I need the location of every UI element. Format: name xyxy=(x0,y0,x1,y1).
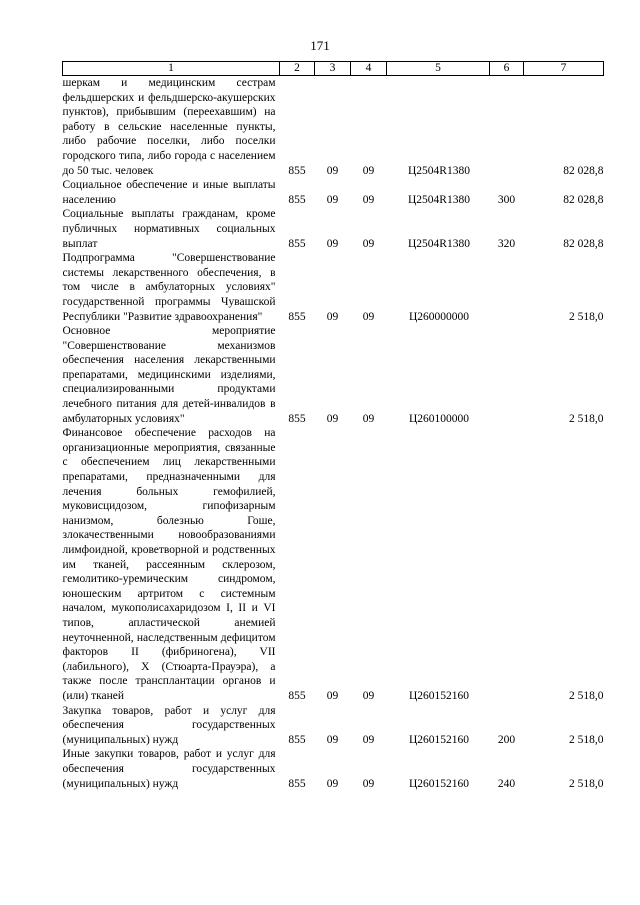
budget-table xyxy=(62,61,604,791)
row-name: Социальное обеспечение и иные выплаты населению xyxy=(62,179,276,206)
table-row xyxy=(63,76,604,179)
column-header-7: 7 xyxy=(524,62,604,76)
row-section: 09 xyxy=(326,237,339,250)
row-name: Социальные выплаты гражданам, кроме публичных нормативных социальных выплат xyxy=(62,208,276,250)
row-expense-type: 240 xyxy=(497,777,516,790)
row-ministry-code: 855 xyxy=(288,310,306,323)
column-header-3: 3 xyxy=(315,62,351,76)
row-subsection: 09 xyxy=(362,237,375,250)
row-target-article: Ц260152160 xyxy=(408,733,470,746)
row-amount: 82 028,8 xyxy=(563,164,604,177)
row-expense-type xyxy=(490,324,524,426)
row-subsection: 09 xyxy=(362,164,375,177)
column-header-2: 2 xyxy=(280,62,315,76)
row-section: 09 xyxy=(326,777,339,790)
row-section: 09 xyxy=(326,164,339,177)
row-ministry-code: 855 xyxy=(288,412,306,425)
row-name: Финансовое обеспечение расходов на организационные мероприятия, связанные с обеспечением лиц лекарственными препаратами, предназначенными для лечения больных гемофилией, муковисцидозом, гипофизарным нанизмом, болезнью Гоше, злокачественными новообразованиями лимфоидной, кроветворной и родственных им тканей, рассеянным склерозом, гемолитико-уремическим синдромом, юношеским артритом с системным началом, мукополисахаридозом I, II и VI типов, апластической анемией неуточненной, наследственным дефицитом факторов II (фибриногена), VII (лабильного), X (Стюарта-Прауэра), а также после трансплантации органов и (или) тканей xyxy=(62,427,276,702)
row-section: 09 xyxy=(326,733,339,746)
row-name: Подпрограмма "Совершенствование системы лекарственного обеспечения, в том числе в амбулаторных условиях" государственной программы Чувашской Республики "Развитие здравоохранения" xyxy=(62,252,276,323)
row-ministry-code: 855 xyxy=(288,690,306,703)
row-subsection: 09 xyxy=(362,193,375,206)
column-header-6: 6 xyxy=(490,62,524,76)
row-section: 09 xyxy=(326,310,339,323)
column-header-4: 4 xyxy=(351,62,387,76)
row-name: шеркам и медицинским сестрам фельдшерских и фельдшерско-акушерских пунктов), прибывшим (переехавшим) на работу в сельские населенные пункты, либо рабочие поселки, либо поселки городского типа, либо города с населением до 50 тыс. человек xyxy=(62,77,276,177)
column-header-1: 1 xyxy=(63,62,280,76)
row-expense-type: 300 xyxy=(497,193,516,206)
table-row xyxy=(63,324,604,426)
row-amount: 2 518,0 xyxy=(569,690,604,703)
row-name: Закупка товаров, работ и услуг для обеспечения государственных (муниципальных) нужд xyxy=(62,704,276,746)
table-row xyxy=(63,426,604,703)
row-target-article: Ц260152160 xyxy=(408,690,470,703)
row-amount: 82 028,8 xyxy=(563,237,604,250)
column-header-5: 5 xyxy=(387,62,490,76)
row-name: Основное мероприятие "Совершенствование механизмов обеспечения населения лекарственными препаратами, медицинскими изделиями, специализированными продуктами лечебного питания для детей-инвалидов в амбулаторных условиях" xyxy=(62,325,276,425)
row-expense-type: 200 xyxy=(497,733,516,746)
row-amount: 2 518,0 xyxy=(569,733,604,746)
row-ministry-code: 855 xyxy=(288,733,306,746)
row-amount: 2 518,0 xyxy=(569,310,604,323)
row-ministry-code: 855 xyxy=(288,193,306,206)
table-row xyxy=(63,178,604,207)
page-number: 171 xyxy=(310,38,330,53)
row-expense-type: 320 xyxy=(497,237,516,250)
row-section: 09 xyxy=(326,193,339,206)
table-row xyxy=(63,207,604,251)
row-expense-type xyxy=(490,251,524,324)
row-subsection: 09 xyxy=(362,733,375,746)
row-target-article: Ц260100000 xyxy=(408,412,470,425)
row-section: 09 xyxy=(326,412,339,425)
row-target-article: Ц2504R1380 xyxy=(408,164,470,177)
row-ministry-code: 855 xyxy=(288,237,306,250)
row-amount: 2 518,0 xyxy=(569,412,604,425)
row-expense-type xyxy=(490,76,524,179)
row-subsection: 09 xyxy=(362,777,375,790)
row-target-article: Ц260000000 xyxy=(408,310,470,323)
row-subsection: 09 xyxy=(362,310,375,323)
row-ministry-code: 855 xyxy=(288,164,306,177)
table-row xyxy=(63,251,604,324)
table-row xyxy=(63,747,604,791)
row-section: 09 xyxy=(326,690,339,703)
table-row xyxy=(63,704,604,748)
row-name: Иные закупки товаров, работ и услуг для обеспечения государственных (муниципальных) нужд xyxy=(62,748,276,790)
row-subsection: 09 xyxy=(362,412,375,425)
row-subsection: 09 xyxy=(362,690,375,703)
row-amount: 2 518,0 xyxy=(569,777,604,790)
table-header-row xyxy=(63,62,604,76)
row-target-article: Ц2504R1380 xyxy=(408,237,470,250)
row-target-article: Ц260152160 xyxy=(408,777,470,790)
row-ministry-code: 855 xyxy=(288,777,306,790)
row-expense-type xyxy=(490,426,524,703)
row-target-article: Ц2504R1380 xyxy=(408,193,470,206)
row-amount: 82 028,8 xyxy=(563,193,604,206)
